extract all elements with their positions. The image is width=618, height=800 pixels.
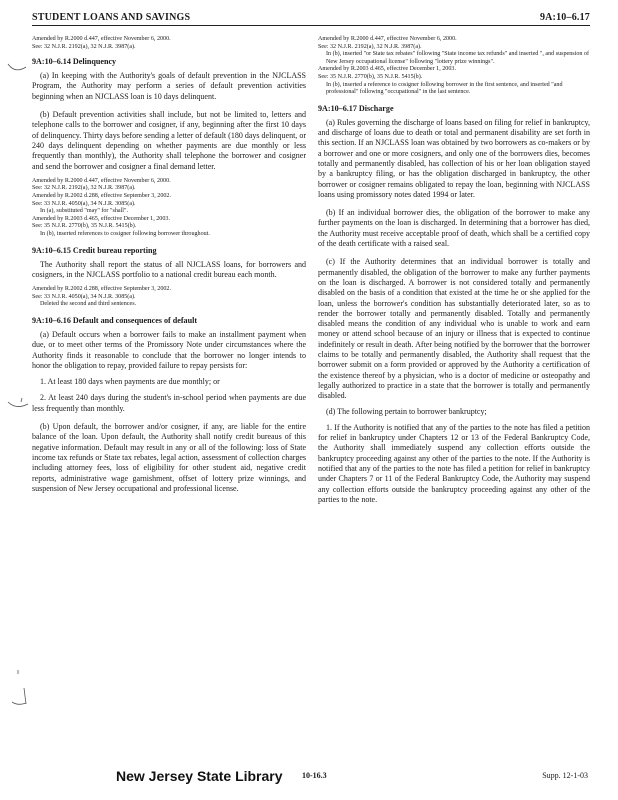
header-title: STUDENT LOANS AND SAVINGS [32, 12, 191, 23]
paragraph: (b) If an individual borrower dies, the obligation of the borrower to make any further payments on the loan is discharged. In determining that a borrower has died, the Authority must receive acceptable proof of death, which shall be a certified copy of the death certificate with a raised seal. [318, 208, 590, 249]
amendment-note: In (b), inserted "or State tax rebates" following "State income tax refunds" and inserted ", and suspension of New Jersey occupational license" following "lottery prize winnings". [326, 51, 590, 65]
amendment-note: In (b), inserted references to cosigner following borrower throughout. [40, 231, 210, 238]
paragraph: (b) Upon default, the borrower and/or cosigner, if any, are liable for the entire balance of the loan. Upon default, the Authority shall notify credit bureaus of this negative information. Default may result in any or all of the following: loss of State income tax refunds or State tax rebates, legal action, assessment of collection charges including attorney fees, loss of eligibility for other student aid, negative credit reports, administrative wage garnishment, offset of lottery prize winnings, and suspension of New Jersey occupational and professional license. [32, 422, 306, 493]
margin-check-icon [6, 668, 30, 708]
footer [0, 768, 618, 788]
paragraph: (a) Rules governing the discharge of loans based on filing for relief in bankruptcy, and discharge of loans due to death or total and permanent disability are set forth in this section. If an NJCLASS loan was obtained by two borrowers as co-makers or by a borrower and one or more cosigners, and only one of the borrowers dies, becomes totally and permanently disabled, has collection of his or her loan obligation stayed by a bankruptcy filing, or has the obligation discharged in bankruptcy, the other borrower or cosigner remains obligated to repay the loan, beginning with NJCLASS loans using promissory notes dated 1994 or later. [318, 117, 590, 199]
section-heading: 9A:10–6.16 Default and consequences of default [32, 315, 198, 325]
amendment-note: Amended by R.2003 d.465, effective December 1, 2003. [32, 215, 170, 222]
supplement-date: Supp. 12-1-03 [542, 771, 588, 780]
list-item: 1. At least 180 days when payments are due monthly; or [40, 377, 220, 387]
amendment-note: In (a), substituted "may" for "shall". [40, 208, 128, 215]
amendment-note: See: 33 N.J.R. 4050(a), 34 N.J.R. 3085(a). [32, 200, 136, 207]
paragraph: (b) Default prevention activities shall include, but not be limited to, letters and telephone calls to the borrower and cosigner, if any, beginning after the first 10 days of delinquency. Thirty days before sending a letter of default (180 days delinquent, or 240 days delinquent depending on whether payments are due monthly or less frequently than monthly), the Authority shall telephone the borrower and cosigner and send the borrower and cosigner a final demand letter. [32, 110, 306, 171]
page-number: 10-16.3 [302, 771, 327, 780]
amendment-note: Amended by R.2002 d.288, effective September 3, 2002. [32, 286, 171, 293]
amendment-note: See: 33 N.J.R. 4050(a), 34 N.J.R. 3085(a). [32, 293, 136, 300]
section-heading: 9A:10–6.15 Credit bureau reporting [32, 245, 157, 255]
section-heading: 9A:10–6.17 Discharge [318, 103, 394, 113]
paragraph: (d) The following pertain to borrower bankruptcy; [326, 407, 487, 417]
left-column [32, 36, 306, 494]
section-heading: 9A:10–6.14 Delinquency [32, 57, 117, 67]
list-item: 1. If the Authority is notified that any of the parties to the note has filed a petition for relief in bankruptcy under Chapters 12 or 13 of the Federal Bankruptcy Code, the Authority shall immediately suspend any collection efforts outside the bankruptcy proceeding against any other of the parties to the note. If the Authority is notified that any of the parties to the note has filed a petition for relief in bankruptcy under Chapters 7 or 11 of the Federal Bankruptcy Code, the Authority may suspend any collection efforts outside the bankruptcy proceeding against any other of the parties to the note. [318, 422, 590, 504]
right-column [318, 36, 590, 505]
amendment-note: Amended by R.2000 d.447, effective November 6, 2000. [32, 36, 171, 42]
amendment-note: Amended by R.2003 d.465, effective December 1, 2003. [318, 66, 456, 73]
amendment-note: In (b), inserted a reference to cosigner following borrower in the first sentence, and inserted "and professional" following "occupational" in the last sentence. [326, 81, 563, 96]
paragraph: (a) Default occurs when a borrower fails to make an installment payment when due, or to meet other terms of the Promissory Note under circumstances where the Authority finds it reasonable to conclude that the borrower no longer intends to honor the obligation to repay, provided failure to repay persists for: [32, 329, 306, 370]
amendment-note: Deleted the second and third sentences. [40, 301, 137, 308]
amendment-note: See: 35 N.J.R. 2770(b), 35 N.J.R. 5415(b). [318, 73, 423, 80]
amendment-note: Amended by R.2000 d.447, effective November 6, 2000. [32, 177, 171, 184]
amendment-note: See: 32 N.J.R. 2192(a), 32 N.J.R. 3987(a). [32, 43, 136, 50]
library-stamp: New Jersey State Library [116, 768, 283, 784]
header-section: 9A:10–6.17 [539, 12, 590, 23]
margin-check-icon [6, 396, 30, 416]
amendment-note: See: 35 N.J.R. 2770(b), 35 N.J.R. 5415(b). [32, 223, 137, 230]
running-header [32, 9, 590, 26]
amendment-note: See: 32 N.J.R. 2192(a), 32 N.J.R. 3987(a). [318, 43, 422, 50]
margin-check-icon [6, 60, 28, 76]
list-item: 2. At least 240 days during the student's in-school period when payments are due less frequently than monthly. [32, 393, 306, 413]
paragraph: The Authority shall report the status of all NJCLASS loans, for borrowers and cosigners, in the NJCLASS portfolio to a national credit bureau each month. [32, 259, 306, 279]
amendment-note: See: 32 N.J.R. 2192(a), 32 N.J.R. 3987(a). [32, 185, 136, 192]
paragraph: (c) If the Authority determines that an individual borrower is totally and permanently disabled, the obligation of the borrower to make any further payments on the loan is discharged. A borrower is not considered totally and permanently disabled on the basis of a condition that existed at the time he or she applied for the loan, unless the borrower's condition has substantially deteriorated later, so as to render the borrower totally and permanently disabled. Totally and permanently disabled means the condition of any individual who is unable to work and earn money or attend school because of an injury or illness that is expected to continue indefinitely or result in death. After being notified by the borrower that the borrower claims to be totally and permanently disabled, the Authority shall request that the borrower submit on a form provided or approved by the Authority a certification of the existence thereof by a physician, who is a doctor of medicine or osteopathy and legally authorized to practice in a state that the borrower is totally and permanently disabled. [318, 257, 590, 401]
amendment-note: Amended by R.2002 d.288, effective September 3, 2002. [32, 193, 171, 200]
paragraph: (a) In keeping with the Authority's goals of default prevention in the NJCLASS Program, the Authority may perform a series of default prevention activities beginning when an NJCLASS loan is 10 days delinquent. [32, 71, 306, 101]
amendment-note: Amended by R.2000 d.447, effective November 6, 2000. [318, 36, 457, 42]
